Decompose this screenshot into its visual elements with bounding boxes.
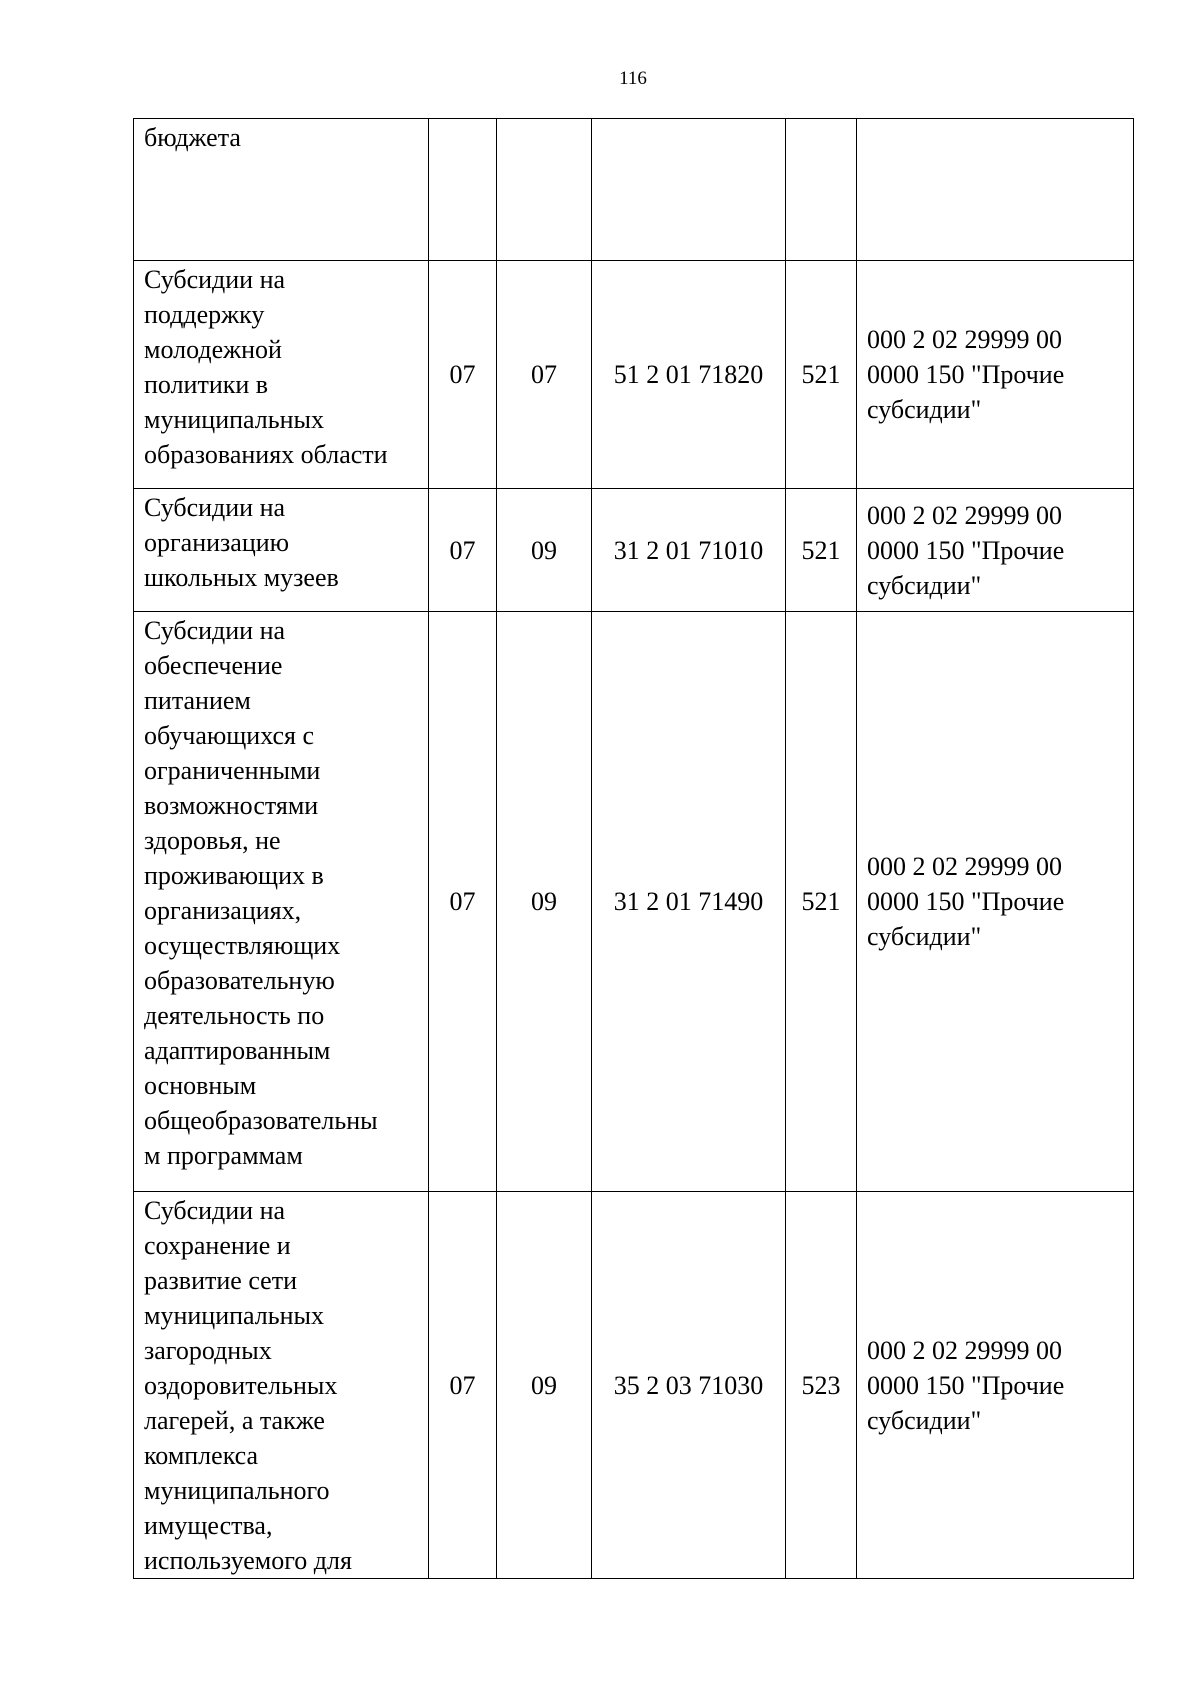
expense-type-cell: 523 bbox=[786, 1192, 857, 1579]
row-name: Субсидии на обеспечение питанием обучающихся с ограниченными возможностями здоровья, не проживающих в организациях, осуществляющих образовательную деятельность по адаптированным основным общеобразовательны м программам bbox=[144, 616, 378, 1170]
subsection-cell: 09 bbox=[497, 1192, 592, 1579]
row-name-cell bbox=[134, 612, 429, 1192]
target-article-cell: 31 2 01 71490 bbox=[592, 612, 786, 1192]
row-name-cell bbox=[134, 261, 429, 489]
revenue-code-cell bbox=[857, 1192, 1134, 1579]
expense-type-cell: 521 bbox=[786, 261, 857, 489]
revenue-code: 000 2 02 29999 00 0000 150 "Прочие субсидии" bbox=[867, 325, 1065, 424]
section-cell: 07 bbox=[429, 612, 497, 1192]
target-article-cell: 51 2 01 71820 bbox=[592, 261, 786, 489]
revenue-code: 000 2 02 29999 00 0000 150 "Прочие субсидии" bbox=[867, 852, 1065, 951]
page-number: 116 bbox=[619, 68, 647, 89]
subsection-cell bbox=[497, 119, 592, 261]
section-cell: 07 bbox=[429, 1192, 497, 1579]
revenue-code: 000 2 02 29999 00 0000 150 "Прочие субсидии" bbox=[867, 500, 1065, 600]
revenue-code-cell bbox=[857, 489, 1134, 612]
table-row bbox=[134, 612, 1134, 1192]
row-name: Субсидии на поддержку молодежной политики в муниципальных образованиях области bbox=[144, 265, 388, 469]
row-name-cell bbox=[134, 119, 429, 261]
expense-type-cell: 521 bbox=[786, 489, 857, 612]
revenue-code: 000 2 02 29999 00 0000 150 "Прочие субсидии" bbox=[867, 1335, 1065, 1435]
subsection-cell: 09 bbox=[497, 489, 592, 612]
row-name: бюджета bbox=[144, 123, 241, 152]
table-row bbox=[134, 119, 1134, 261]
target-article-cell: 31 2 01 71010 bbox=[592, 489, 786, 612]
revenue-code-cell bbox=[857, 119, 1134, 261]
table-row bbox=[134, 261, 1134, 489]
table-row bbox=[134, 489, 1134, 612]
row-name: Субсидии на сохранение и развитие сети муниципальных загородных оздоровительных лагерей, а также комплекса муниципального имущества, используемого для bbox=[144, 1196, 352, 1575]
target-article-cell: 35 2 03 71030 bbox=[592, 1192, 786, 1579]
expense-type-cell: 521 bbox=[786, 612, 857, 1192]
subsection-cell: 07 bbox=[497, 261, 592, 489]
row-name-cell bbox=[134, 489, 429, 612]
subsection-cell: 09 bbox=[497, 612, 592, 1192]
budget-table bbox=[133, 118, 1134, 1579]
target-article-cell bbox=[592, 119, 786, 261]
row-name: Субсидии на организацию школьных музеев bbox=[144, 493, 339, 592]
revenue-code-cell bbox=[857, 612, 1134, 1192]
section-cell: 07 bbox=[429, 261, 497, 489]
expense-type-cell bbox=[786, 119, 857, 261]
section-cell: 07 bbox=[429, 489, 497, 612]
revenue-code-cell bbox=[857, 261, 1134, 489]
section-cell bbox=[429, 119, 497, 261]
row-name-cell bbox=[134, 1192, 429, 1579]
table-row bbox=[134, 1192, 1134, 1579]
